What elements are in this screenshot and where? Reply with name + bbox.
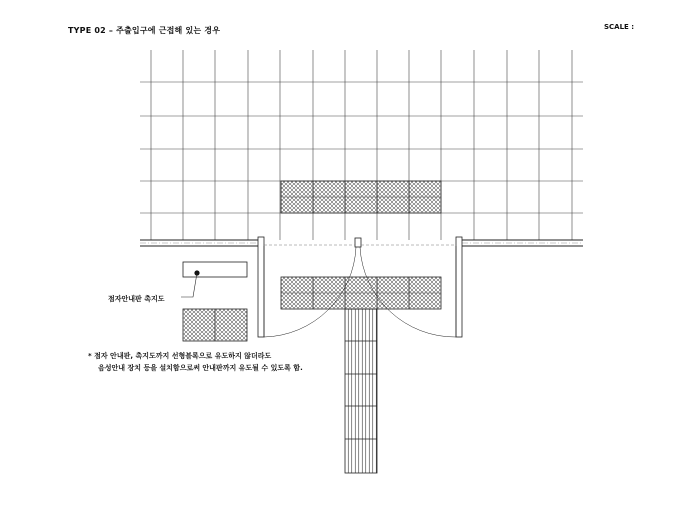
guide-board-label: 점자안내판 촉지도 — [108, 295, 165, 303]
scale-label: SCALE : — [604, 23, 635, 31]
board-warning-blocks — [183, 309, 247, 341]
drawing-title: TYPE 02 – 주출입구에 근접해 있는 경우 — [68, 26, 221, 35]
warning-blocks-outside — [281, 181, 441, 213]
linear-guide-blocks — [345, 309, 377, 473]
design-note — [88, 350, 303, 374]
note-line-2: 음성안내 장치 등을 설치함으로써 안내판까지 유도될 수 있도록 함. — [98, 364, 303, 372]
braille-guide-board — [181, 262, 247, 297]
note-line-1: * 점자 안내판, 촉지도까지 선형블록으로 유도하지 않더라도 — [88, 352, 272, 360]
warning-blocks-inside — [281, 277, 441, 309]
